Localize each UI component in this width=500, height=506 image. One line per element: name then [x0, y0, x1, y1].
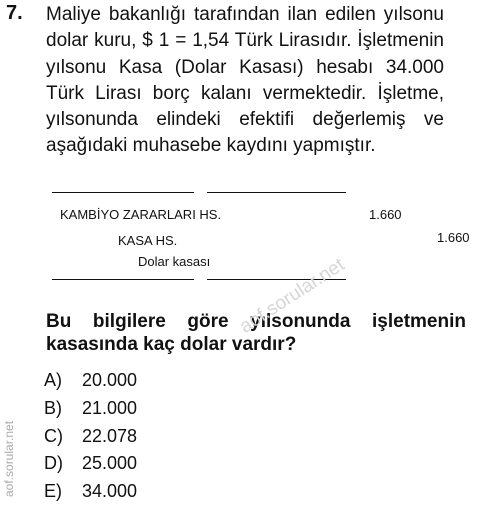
- answer-option-c[interactable]: [44, 423, 137, 451]
- journal-debit-amount: 1.660: [369, 207, 402, 222]
- question-line: Maliye bakanlığı tarafından ilan edilen yılsonu: [46, 4, 444, 25]
- answer-options: [44, 367, 137, 506]
- journal-credit-account: KASA HS.: [118, 233, 178, 248]
- question-line: yılsonu Kasa (Dolar Kasası) hesabı 34.000: [46, 56, 444, 78]
- journal-credit-amount: 1.660: [437, 230, 470, 245]
- watermark-diagonal: aof.sorular.net: [236, 254, 349, 338]
- option-value: 25.000: [82, 453, 138, 474]
- watermark-side: aof.sorular.net: [2, 420, 16, 497]
- answer-option-a[interactable]: [44, 367, 137, 395]
- question-line: aşağıdaki muhasebe kaydını yapmıştır.: [46, 135, 376, 157]
- question-line: yılsonunda elindeki efektifi değerlemiş ve: [46, 109, 444, 131]
- option-value: 34.000: [82, 481, 138, 502]
- journal-top-rule-right: [207, 192, 346, 193]
- answer-option-b[interactable]: [44, 395, 137, 423]
- option-value: 21.000: [82, 397, 138, 418]
- option-letter: C): [44, 425, 63, 446]
- answer-option-e[interactable]: [44, 478, 137, 506]
- option-value: 20.000: [82, 370, 138, 390]
- option-letter: D): [44, 453, 63, 474]
- journal-top-rule-left: [52, 192, 194, 193]
- question-prompt-line: Bu bilgilere göre yılsonunda işletmenin: [46, 311, 466, 332]
- question-line: Türk Lirası borç kalanı vermektedir. İşletme,: [46, 82, 444, 104]
- journal-bottom-rule-left: [52, 279, 194, 280]
- question-text: [46, 2, 444, 160]
- question-prompt-line: kasasında kaç dolar vardır?: [46, 334, 297, 355]
- journal-explanation: Dolar kasası: [138, 254, 211, 269]
- journal-debit-account: KAMBİYO ZARARLARI HS.: [60, 207, 222, 222]
- question-line: dolar kuru, $ 1 = 1,54 Türk Lirasıdır. İşletmenin: [46, 30, 444, 52]
- option-value: 22.078: [82, 425, 138, 446]
- answer-option-d[interactable]: [44, 450, 137, 478]
- option-letter: B): [44, 397, 62, 418]
- question-number: 7.: [6, 2, 23, 24]
- option-letter: E): [44, 481, 62, 502]
- option-letter: A): [44, 370, 62, 390]
